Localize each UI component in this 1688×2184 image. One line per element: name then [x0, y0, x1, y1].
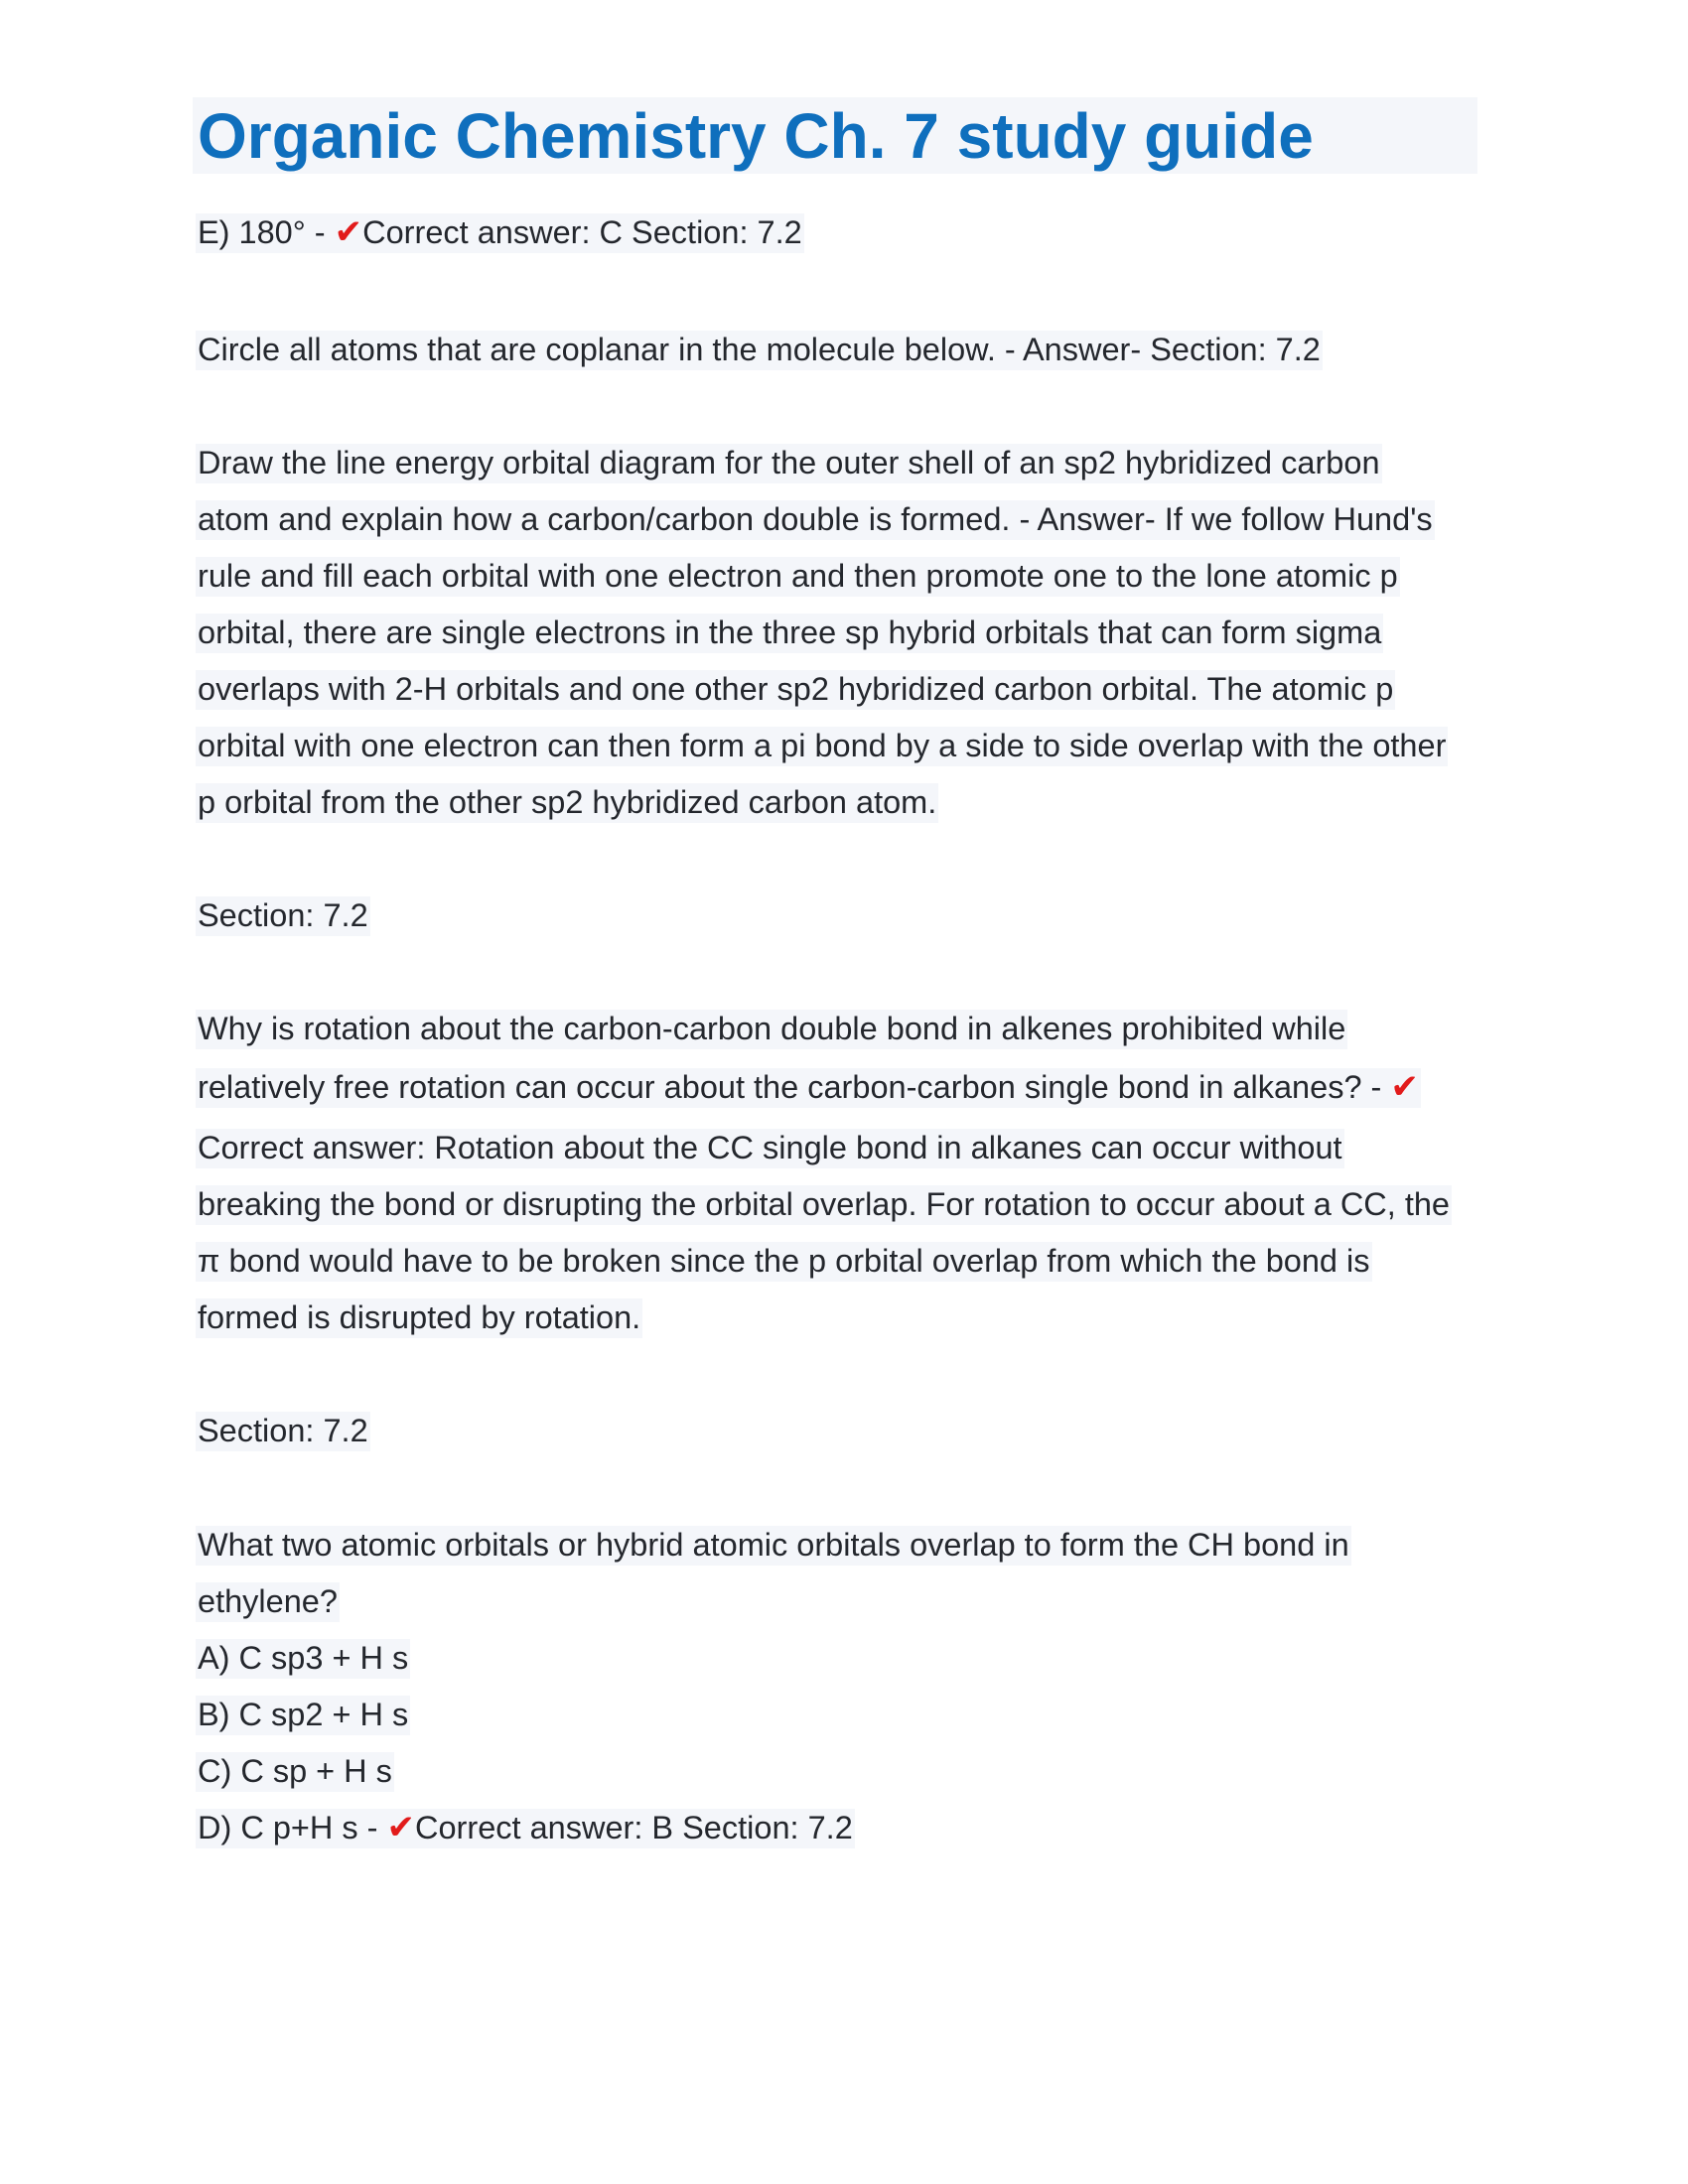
paragraph-text: Correct answer: Rotation about the CC single bond in alkanes can occur without — [196, 1129, 1344, 1168]
option-text: C) C sp + H s — [196, 1752, 394, 1792]
option-text: A) C sp3 + H s — [196, 1639, 410, 1679]
paragraph-text: Draw the line energy orbital diagram for the outer shell of an sp2 hybridized carbon — [196, 444, 1382, 483]
check-icon: ✔ — [334, 212, 363, 252]
q1-prefix: E) 180° - — [198, 214, 335, 250]
paragraph-text: overlaps with 2-H orbitals and one other sp2 hybridized carbon orbital. The atomic p — [196, 670, 1395, 710]
q5-line-1 — [196, 1523, 1351, 1567]
q3-line-7 — [196, 780, 938, 824]
q4-line-1 — [196, 1007, 1347, 1050]
q3-line-5 — [196, 667, 1395, 711]
q2-text: Circle all atoms that are coplanar in the molecule below. - Answer- Section: 7.2 — [196, 331, 1323, 370]
q4-answer-4 — [196, 1296, 642, 1339]
q3-line-1 — [196, 441, 1382, 484]
q5-option-d — [196, 1806, 855, 1849]
paragraph-text: rule and fill each orbital with one electron and then promote one to the lone atomic p — [196, 557, 1400, 597]
q4-answer-2 — [196, 1182, 1452, 1226]
paragraph-text: What two atomic orbitals or hybrid atomic orbitals overlap to form the CH bond in — [196, 1526, 1351, 1566]
q4-section — [196, 1409, 370, 1452]
paragraph-text: Why is rotation about the carbon-carbon double bond in alkenes prohibited while — [196, 1010, 1347, 1049]
paragraph-text: relatively free rotation can occur about the carbon-carbon single bond in alkanes? - — [198, 1069, 1391, 1105]
paragraph-text: p orbital from the other sp2 hybridized carbon atom. — [196, 783, 938, 823]
q4-line-2 — [196, 1065, 1421, 1109]
q1-line — [196, 210, 804, 254]
q3-line-6 — [196, 724, 1448, 767]
q3-line-3 — [196, 554, 1400, 598]
q1-answer: Correct answer: C Section: 7.2 — [362, 214, 802, 250]
option-text: D) C p+H s - — [198, 1810, 387, 1845]
q4-answer-1 — [196, 1126, 1344, 1169]
q5-line-2 — [196, 1579, 340, 1623]
q5-option-b — [196, 1693, 410, 1736]
paragraph-text: breaking the bond or disrupting the orbital overlap. For rotation to occur about a CC, the — [196, 1185, 1452, 1225]
q3-line-2 — [196, 497, 1435, 541]
q5-answer: Correct answer: B Section: 7.2 — [415, 1810, 853, 1845]
check-icon: ✔ — [1390, 1067, 1419, 1107]
q2-line — [196, 328, 1323, 371]
paragraph-text: orbital with one electron can then form a pi bond by a side to side overlap with the other — [196, 727, 1448, 766]
page-title: Organic Chemistry Ch. 7 study guide — [198, 100, 1314, 172]
q5-option-a — [196, 1636, 410, 1680]
paragraph-text: π bond would have to be broken since the p orbital overlap from which the bond is — [196, 1242, 1372, 1282]
q4-answer-3 — [196, 1239, 1372, 1283]
q3-section — [196, 893, 370, 937]
check-icon: ✔ — [386, 1808, 416, 1847]
q5-option-c — [196, 1749, 394, 1793]
paragraph-text: formed is disrupted by rotation. — [196, 1298, 642, 1338]
paragraph-text: atom and explain how a carbon/carbon double is formed. - Answer- If we follow Hund's — [196, 500, 1435, 540]
section-label: Section: 7.2 — [196, 1412, 370, 1451]
q3-line-4 — [196, 611, 1383, 654]
paragraph-text: orbital, there are single electrons in the three sp hybrid orbitals that can form sigma — [196, 614, 1383, 653]
paragraph-text: ethylene? — [196, 1582, 340, 1622]
option-text: B) C sp2 + H s — [196, 1696, 410, 1735]
section-label: Section: 7.2 — [196, 896, 370, 936]
